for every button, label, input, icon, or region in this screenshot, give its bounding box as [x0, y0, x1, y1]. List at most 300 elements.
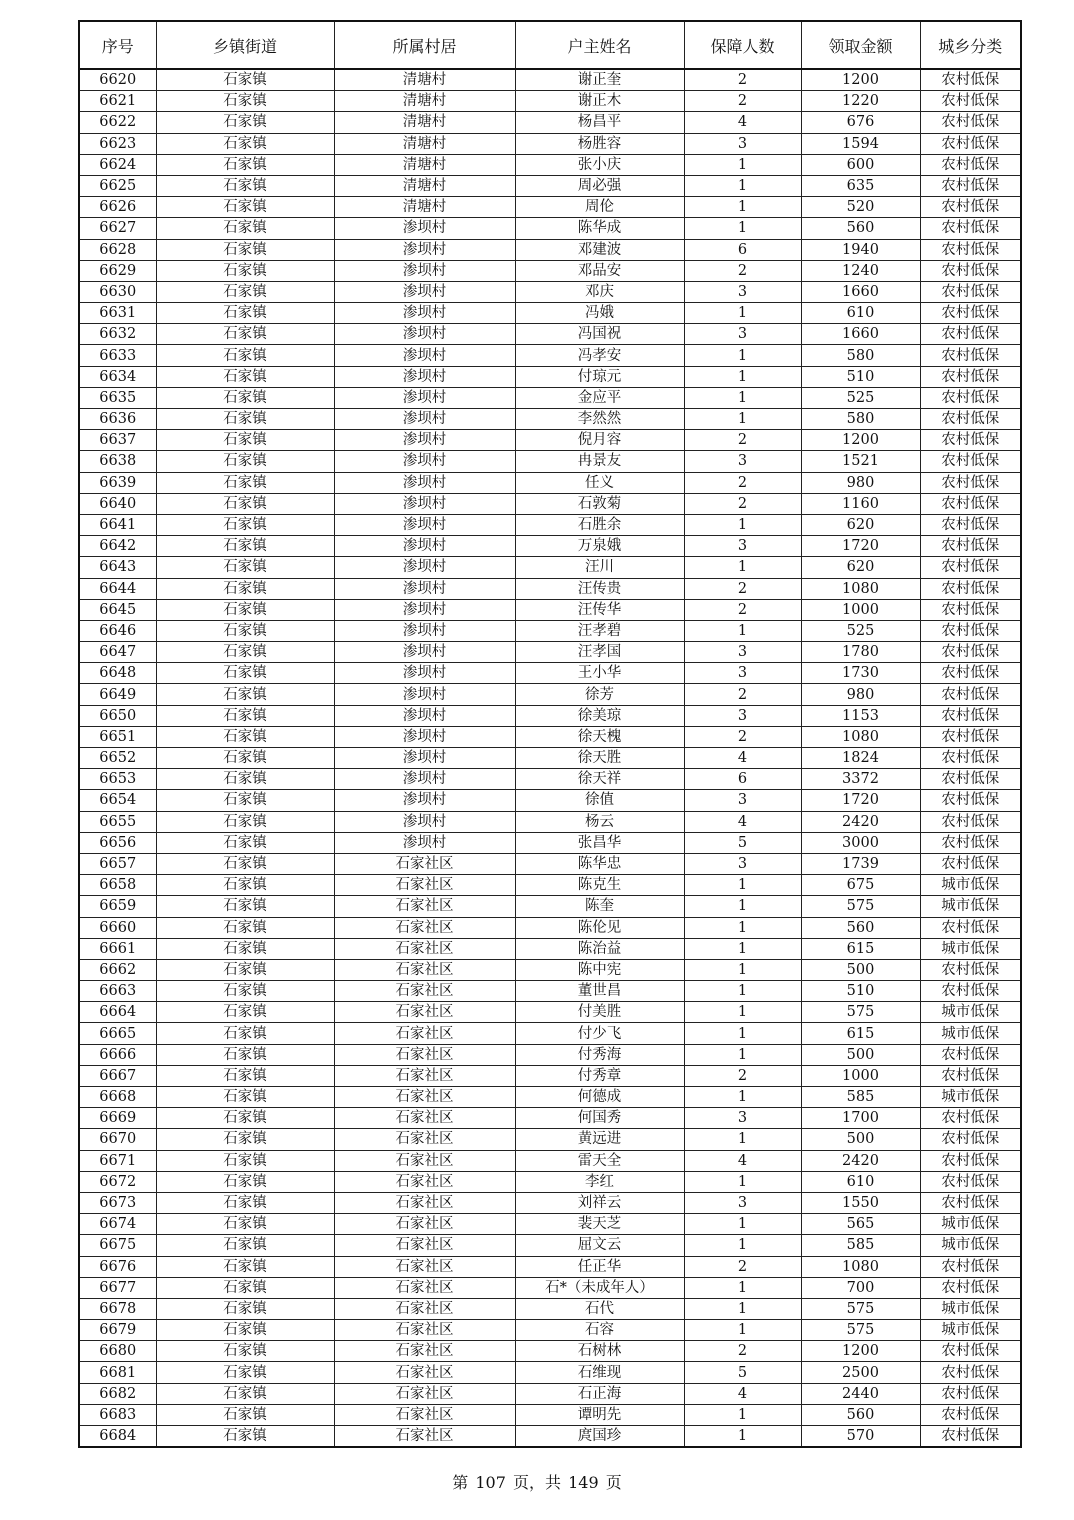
cell-village: 石家社区: [334, 1023, 515, 1044]
cell-index: 6622: [79, 112, 156, 133]
table-row: [79, 599, 1021, 620]
table-row: [79, 430, 1021, 451]
table-row: [79, 938, 1021, 959]
cell-village: 石家社区: [334, 1171, 515, 1192]
cell-category: 农村低保: [920, 620, 1021, 641]
cell-amount: 615: [801, 938, 920, 959]
cell-householder: 屈文云: [515, 1235, 684, 1256]
cell-township: 石家镇: [156, 1341, 334, 1362]
cell-category: 农村低保: [920, 281, 1021, 302]
cell-index: 6647: [79, 642, 156, 663]
cell-index: 6678: [79, 1298, 156, 1319]
cell-village: 渗坝村: [334, 663, 515, 684]
cell-township: 石家镇: [156, 1256, 334, 1277]
cell-category: 农村低保: [920, 303, 1021, 324]
cell-amount: 1824: [801, 748, 920, 769]
cell-people-count: 1: [684, 917, 801, 938]
table-row: [79, 387, 1021, 408]
cell-householder: 雷天全: [515, 1150, 684, 1171]
cell-township: 石家镇: [156, 324, 334, 345]
cell-amount: 1521: [801, 451, 920, 472]
cell-householder: 冯国祝: [515, 324, 684, 345]
table-row: [79, 239, 1021, 260]
cell-amount: 1200: [801, 1341, 920, 1362]
cell-category: 农村低保: [920, 451, 1021, 472]
cell-amount: 1720: [801, 790, 920, 811]
cell-township: 石家镇: [156, 896, 334, 917]
cell-people-count: 1: [684, 514, 801, 535]
table-row: [79, 1277, 1021, 1298]
cell-householder: 徐天祥: [515, 769, 684, 790]
cell-category: 城市低保: [920, 1002, 1021, 1023]
cell-village: 石家社区: [334, 875, 515, 896]
cell-township: 石家镇: [156, 536, 334, 557]
cell-householder: 陈奎: [515, 896, 684, 917]
column-header-township: 乡镇街道: [156, 21, 334, 69]
cell-people-count: 1: [684, 620, 801, 641]
cell-householder: 徐值: [515, 790, 684, 811]
cell-index: 6677: [79, 1277, 156, 1298]
cell-amount: 615: [801, 1023, 920, 1044]
cell-people-count: 1: [684, 875, 801, 896]
cell-village: 清塘村: [334, 175, 515, 196]
cell-index: 6674: [79, 1214, 156, 1235]
cell-amount: 1160: [801, 493, 920, 514]
cell-village: 石家社区: [334, 938, 515, 959]
cell-householder: 陈中宪: [515, 959, 684, 980]
cell-householder: 周伦: [515, 197, 684, 218]
cell-people-count: 1: [684, 154, 801, 175]
cell-householder: 谢正木: [515, 91, 684, 112]
cell-category: 农村低保: [920, 154, 1021, 175]
cell-people-count: 3: [684, 451, 801, 472]
cell-village: 渗坝村: [334, 451, 515, 472]
cell-township: 石家镇: [156, 663, 334, 684]
cell-householder: 石*（未成年人）: [515, 1277, 684, 1298]
cell-township: 石家镇: [156, 91, 334, 112]
cell-amount: 1739: [801, 853, 920, 874]
cell-people-count: 3: [684, 133, 801, 154]
cell-township: 石家镇: [156, 493, 334, 514]
table-row: [79, 1235, 1021, 1256]
cell-index: 6635: [79, 387, 156, 408]
cell-category: 农村低保: [920, 1129, 1021, 1150]
cell-township: 石家镇: [156, 1214, 334, 1235]
cell-householder: 冯娥: [515, 303, 684, 324]
cell-township: 石家镇: [156, 175, 334, 196]
cell-index: 6641: [79, 514, 156, 535]
cell-village: 清塘村: [334, 154, 515, 175]
cell-village: 石家社区: [334, 981, 515, 1002]
cell-householder: 倪月容: [515, 430, 684, 451]
table-row: [79, 578, 1021, 599]
cell-householder: 张小庆: [515, 154, 684, 175]
cell-householder: 裴天芝: [515, 1214, 684, 1235]
cell-category: 农村低保: [920, 1256, 1021, 1277]
cell-village: 渗坝村: [334, 726, 515, 747]
cell-householder: 付秀章: [515, 1065, 684, 1086]
table-row: [79, 91, 1021, 112]
cell-people-count: 6: [684, 769, 801, 790]
cell-householder: 陈华成: [515, 218, 684, 239]
column-header-amount: 领取金额: [801, 21, 920, 69]
cell-village: 石家社区: [334, 1277, 515, 1298]
cell-township: 石家镇: [156, 303, 334, 324]
cell-index: 6653: [79, 769, 156, 790]
cell-people-count: 2: [684, 1065, 801, 1086]
cell-people-count: 2: [684, 1341, 801, 1362]
cell-householder: 刘祥云: [515, 1192, 684, 1213]
cell-amount: 1200: [801, 430, 920, 451]
cell-village: 渗坝村: [334, 472, 515, 493]
cell-people-count: 1: [684, 938, 801, 959]
cell-category: 农村低保: [920, 599, 1021, 620]
cell-index: 6636: [79, 409, 156, 430]
table-row: [79, 303, 1021, 324]
cell-village: 渗坝村: [334, 811, 515, 832]
cell-people-count: 2: [684, 430, 801, 451]
cell-index: 6627: [79, 218, 156, 239]
cell-people-count: 1: [684, 197, 801, 218]
cell-householder: 张昌华: [515, 832, 684, 853]
cell-people-count: 1: [684, 1129, 801, 1150]
cell-people-count: 4: [684, 1150, 801, 1171]
cell-township: 石家镇: [156, 1002, 334, 1023]
table-row: [79, 175, 1021, 196]
cell-index: 6652: [79, 748, 156, 769]
cell-township: 石家镇: [156, 69, 334, 91]
cell-index: 6657: [79, 853, 156, 874]
cell-village: 渗坝村: [334, 387, 515, 408]
cell-category: 农村低保: [920, 769, 1021, 790]
table-row: [79, 1341, 1021, 1362]
cell-amount: 520: [801, 197, 920, 218]
cell-householder: 李红: [515, 1171, 684, 1192]
cell-village: 石家社区: [334, 1235, 515, 1256]
table-row: [79, 1129, 1021, 1150]
table-row: [79, 1404, 1021, 1425]
cell-amount: 1940: [801, 239, 920, 260]
cell-village: 石家社区: [334, 1404, 515, 1425]
cell-village: 清塘村: [334, 69, 515, 91]
cell-village: 石家社区: [334, 853, 515, 874]
cell-category: 农村低保: [920, 69, 1021, 91]
table-row: [79, 1192, 1021, 1213]
cell-householder: 石代: [515, 1298, 684, 1319]
cell-village: 渗坝村: [334, 748, 515, 769]
cell-village: 石家社区: [334, 959, 515, 980]
cell-householder: 徐美琼: [515, 705, 684, 726]
cell-index: 6679: [79, 1320, 156, 1341]
cell-people-count: 2: [684, 493, 801, 514]
cell-amount: 610: [801, 303, 920, 324]
cell-index: 6646: [79, 620, 156, 641]
cell-amount: 700: [801, 1277, 920, 1298]
table-body: [79, 69, 1021, 1447]
cell-index: 6642: [79, 536, 156, 557]
cell-township: 石家镇: [156, 1298, 334, 1319]
table-row: [79, 514, 1021, 535]
cell-people-count: 1: [684, 981, 801, 1002]
cell-village: 渗坝村: [334, 832, 515, 853]
table-row: [79, 769, 1021, 790]
cell-householder: 周必强: [515, 175, 684, 196]
cell-category: 农村低保: [920, 1383, 1021, 1404]
cell-township: 石家镇: [156, 451, 334, 472]
cell-index: 6626: [79, 197, 156, 218]
cell-people-count: 1: [684, 218, 801, 239]
cell-people-count: 1: [684, 1277, 801, 1298]
cell-people-count: 3: [684, 1108, 801, 1129]
cell-amount: 1200: [801, 69, 920, 91]
cell-amount: 575: [801, 1320, 920, 1341]
cell-category: 农村低保: [920, 239, 1021, 260]
cell-householder: 付琼元: [515, 366, 684, 387]
table-row: [79, 1171, 1021, 1192]
cell-index: 6675: [79, 1235, 156, 1256]
cell-amount: 500: [801, 959, 920, 980]
cell-category: 农村低保: [920, 387, 1021, 408]
cell-amount: 1720: [801, 536, 920, 557]
cell-category: 农村低保: [920, 1426, 1021, 1448]
cell-people-count: 2: [684, 1256, 801, 1277]
cell-people-count: 1: [684, 1320, 801, 1341]
cell-village: 石家社区: [334, 1341, 515, 1362]
cell-category: 农村低保: [920, 663, 1021, 684]
cell-amount: 2420: [801, 811, 920, 832]
cell-village: 渗坝村: [334, 790, 515, 811]
cell-township: 石家镇: [156, 281, 334, 302]
cell-householder: 付秀海: [515, 1044, 684, 1065]
cell-people-count: 1: [684, 387, 801, 408]
table-row: [79, 875, 1021, 896]
cell-amount: 560: [801, 917, 920, 938]
cell-amount: 1240: [801, 260, 920, 281]
cell-householder: 谢正奎: [515, 69, 684, 91]
cell-category: 农村低保: [920, 578, 1021, 599]
cell-index: 6655: [79, 811, 156, 832]
cell-township: 石家镇: [156, 959, 334, 980]
cell-people-count: 1: [684, 345, 801, 366]
cell-index: 6660: [79, 917, 156, 938]
cell-amount: 585: [801, 1235, 920, 1256]
cell-householder: 徐天槐: [515, 726, 684, 747]
cell-village: 清塘村: [334, 91, 515, 112]
cell-amount: 675: [801, 875, 920, 896]
column-header-village: 所属村居: [334, 21, 515, 69]
cell-amount: 500: [801, 1129, 920, 1150]
cell-category: 农村低保: [920, 514, 1021, 535]
cell-category: 农村低保: [920, 1065, 1021, 1086]
table-row: [79, 324, 1021, 345]
cell-index: 6637: [79, 430, 156, 451]
cell-amount: 575: [801, 1002, 920, 1023]
table-row: [79, 663, 1021, 684]
table-row: [79, 1383, 1021, 1404]
cell-category: 农村低保: [920, 1277, 1021, 1298]
cell-householder: 庹国珍: [515, 1426, 684, 1448]
cell-category: 城市低保: [920, 1235, 1021, 1256]
cell-people-count: 1: [684, 1235, 801, 1256]
cell-people-count: 4: [684, 811, 801, 832]
cell-amount: 1594: [801, 133, 920, 154]
cell-householder: 杨云: [515, 811, 684, 832]
cell-township: 石家镇: [156, 514, 334, 535]
cell-category: 农村低保: [920, 324, 1021, 345]
cell-amount: 2440: [801, 1383, 920, 1404]
cell-village: 石家社区: [334, 1002, 515, 1023]
table-header: [79, 21, 1021, 69]
cell-householder: 汪孝碧: [515, 620, 684, 641]
cell-amount: 620: [801, 557, 920, 578]
cell-category: 城市低保: [920, 1214, 1021, 1235]
cell-index: 6659: [79, 896, 156, 917]
cell-index: 6683: [79, 1404, 156, 1425]
cell-index: 6651: [79, 726, 156, 747]
cell-amount: 1780: [801, 642, 920, 663]
cell-people-count: 2: [684, 69, 801, 91]
table-row: [79, 1256, 1021, 1277]
cell-people-count: 1: [684, 1087, 801, 1108]
cell-village: 石家社区: [334, 1214, 515, 1235]
table-row: [79, 726, 1021, 747]
cell-amount: 676: [801, 112, 920, 133]
cell-village: 石家社区: [334, 1256, 515, 1277]
cell-index: 6669: [79, 1108, 156, 1129]
cell-index: 6676: [79, 1256, 156, 1277]
cell-householder: 陈克生: [515, 875, 684, 896]
cell-village: 石家社区: [334, 1320, 515, 1341]
cell-amount: 3372: [801, 769, 920, 790]
cell-township: 石家镇: [156, 430, 334, 451]
cell-category: 农村低保: [920, 197, 1021, 218]
cell-amount: 1000: [801, 599, 920, 620]
cell-township: 石家镇: [156, 1150, 334, 1171]
cell-householder: 冉景友: [515, 451, 684, 472]
cell-index: 6638: [79, 451, 156, 472]
cell-amount: 560: [801, 218, 920, 239]
column-header-householder: 户主姓名: [515, 21, 684, 69]
cell-township: 石家镇: [156, 557, 334, 578]
cell-village: 渗坝村: [334, 769, 515, 790]
cell-people-count: 5: [684, 832, 801, 853]
cell-township: 石家镇: [156, 853, 334, 874]
cell-householder: 何德成: [515, 1087, 684, 1108]
cell-householder: 汪传贵: [515, 578, 684, 599]
table-row: [79, 154, 1021, 175]
cell-township: 石家镇: [156, 599, 334, 620]
cell-householder: 陈治益: [515, 938, 684, 959]
cell-category: 农村低保: [920, 345, 1021, 366]
cell-index: 6661: [79, 938, 156, 959]
cell-amount: 510: [801, 981, 920, 1002]
cell-householder: 杨昌平: [515, 112, 684, 133]
cell-category: 农村低保: [920, 218, 1021, 239]
cell-index: 6644: [79, 578, 156, 599]
cell-index: 6624: [79, 154, 156, 175]
cell-category: 农村低保: [920, 91, 1021, 112]
cell-index: 6633: [79, 345, 156, 366]
cell-index: 6672: [79, 1171, 156, 1192]
cell-householder: 何国秀: [515, 1108, 684, 1129]
table-row: [79, 133, 1021, 154]
cell-category: 城市低保: [920, 875, 1021, 896]
table-row: [79, 1087, 1021, 1108]
table-row: [79, 1150, 1021, 1171]
cell-township: 石家镇: [156, 1404, 334, 1425]
cell-index: 6620: [79, 69, 156, 91]
cell-category: 城市低保: [920, 1023, 1021, 1044]
cell-township: 石家镇: [156, 197, 334, 218]
cell-amount: 580: [801, 409, 920, 430]
cell-township: 石家镇: [156, 472, 334, 493]
cell-township: 石家镇: [156, 875, 334, 896]
table-row: [79, 557, 1021, 578]
table-row: [79, 472, 1021, 493]
table-row: [79, 917, 1021, 938]
cell-village: 渗坝村: [334, 409, 515, 430]
cell-index: 6640: [79, 493, 156, 514]
table-row: [79, 1320, 1021, 1341]
table-row: [79, 451, 1021, 472]
cell-householder: 黄远进: [515, 1129, 684, 1150]
cell-index: 6663: [79, 981, 156, 1002]
cell-index: 6634: [79, 366, 156, 387]
cell-people-count: 1: [684, 409, 801, 430]
cell-village: 渗坝村: [334, 642, 515, 663]
cell-amount: 585: [801, 1087, 920, 1108]
cell-people-count: 5: [684, 1362, 801, 1383]
column-header-people-count: 保障人数: [684, 21, 801, 69]
cell-village: 石家社区: [334, 896, 515, 917]
cell-householder: 石容: [515, 1320, 684, 1341]
cell-householder: 付美胜: [515, 1002, 684, 1023]
cell-people-count: 2: [684, 472, 801, 493]
cell-index: 6670: [79, 1129, 156, 1150]
cell-index: 6662: [79, 959, 156, 980]
cell-index: 6654: [79, 790, 156, 811]
cell-householder: 李然然: [515, 409, 684, 430]
cell-category: 农村低保: [920, 684, 1021, 705]
cell-category: 农村低保: [920, 1171, 1021, 1192]
cell-people-count: 4: [684, 1383, 801, 1404]
cell-village: 清塘村: [334, 112, 515, 133]
cell-index: 6656: [79, 832, 156, 853]
table-row: [79, 832, 1021, 853]
cell-amount: 2500: [801, 1362, 920, 1383]
cell-village: 渗坝村: [334, 705, 515, 726]
cell-township: 石家镇: [156, 790, 334, 811]
cell-index: 6682: [79, 1383, 156, 1404]
cell-amount: 525: [801, 620, 920, 641]
cell-amount: 1700: [801, 1108, 920, 1129]
table-row: [79, 1214, 1021, 1235]
table-row: [79, 642, 1021, 663]
cell-householder: 任义: [515, 472, 684, 493]
cell-township: 石家镇: [156, 366, 334, 387]
cell-village: 渗坝村: [334, 430, 515, 451]
cell-people-count: 1: [684, 557, 801, 578]
cell-village: 石家社区: [334, 917, 515, 938]
cell-township: 石家镇: [156, 748, 334, 769]
cell-amount: 1730: [801, 663, 920, 684]
cell-householder: 徐天胜: [515, 748, 684, 769]
table-row: [79, 493, 1021, 514]
cell-category: 城市低保: [920, 896, 1021, 917]
table-row: [79, 705, 1021, 726]
cell-amount: 635: [801, 175, 920, 196]
cell-village: 渗坝村: [334, 493, 515, 514]
